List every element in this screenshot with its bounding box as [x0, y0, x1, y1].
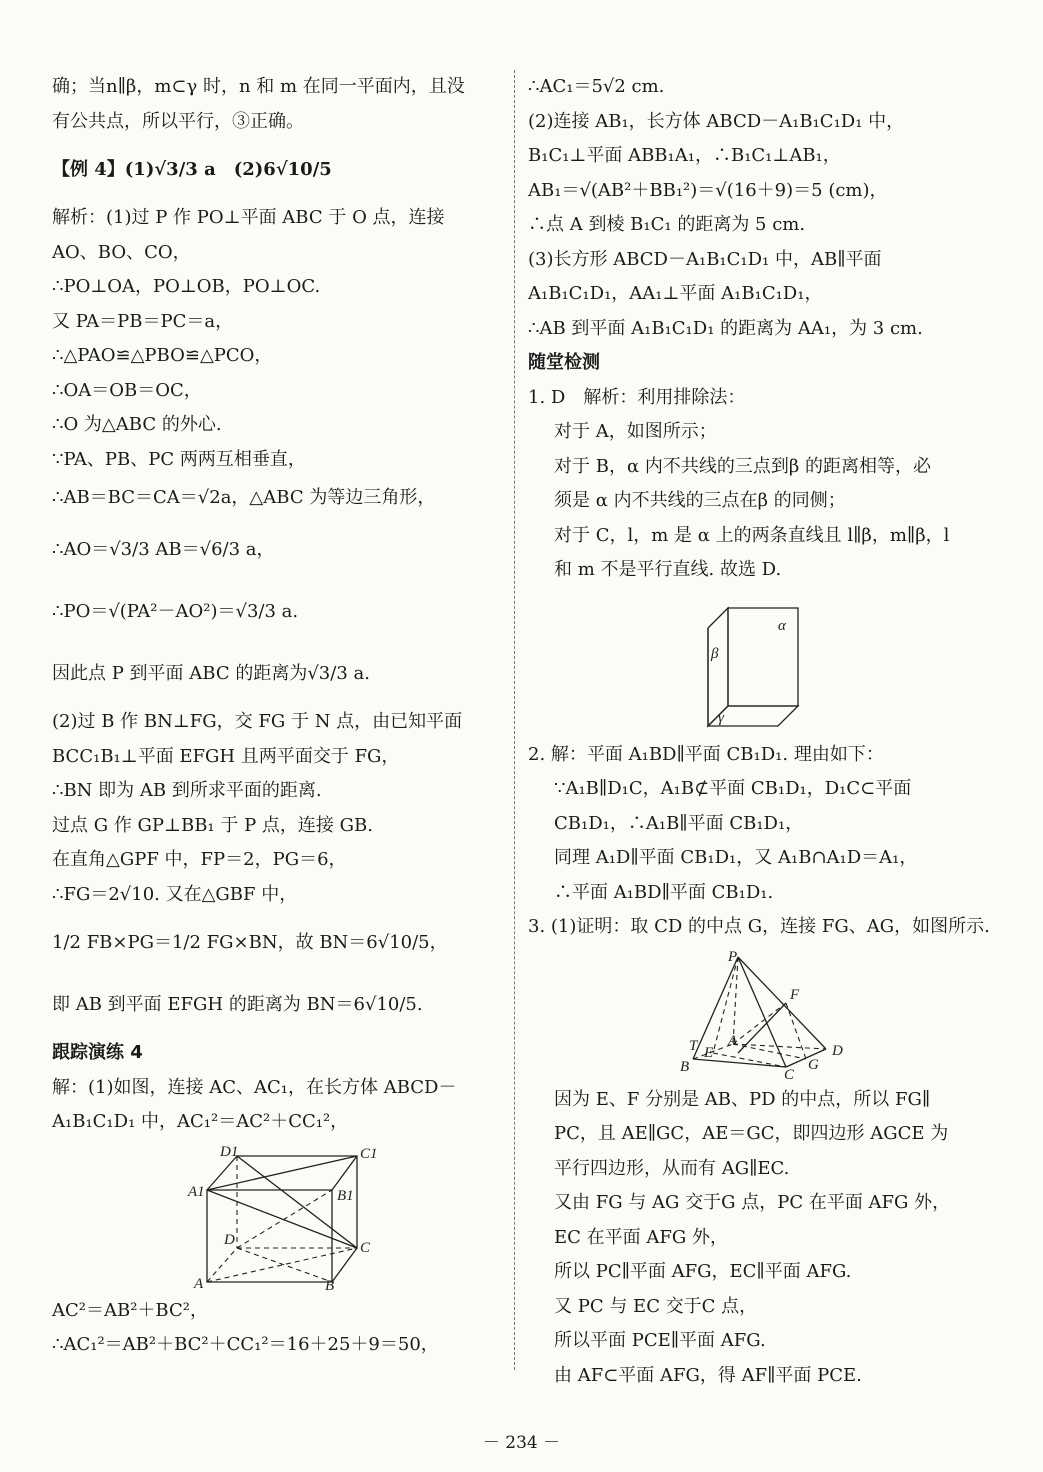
vertex-label: P — [728, 948, 738, 965]
section-heading: 随堂检测 — [528, 352, 600, 373]
analysis-line: 解析：(1)过 P 作 PO⊥平面 ABC 于 O 点，连接 — [52, 207, 445, 228]
right-column — [528, 70, 988, 1393]
vertex-label: D1 — [220, 1143, 239, 1160]
text-line: (3)长方形 ABCD－A₁B₁C₁D₁ 中，AB∥平面 — [528, 248, 882, 270]
text-line: 在直角△GPF 中，FP＝2，PG＝6， — [52, 849, 347, 870]
text-line: 2. 解：平面 A₁BD∥平面 CB₁D₁. 理由如下： — [528, 743, 884, 765]
text-line: ∴PO⊥OA，PO⊥OB，PO⊥OC. — [52, 276, 321, 297]
cuboid-diagram — [52, 1144, 497, 1290]
text-line: CB₁D₁，∴A₁B∥平面 CB₁D₁， — [554, 812, 804, 834]
text-line: 解：(1)如图，连接 AC、AC₁，在长方体 ABCD－ — [52, 1076, 457, 1098]
text-line: ∴点 A 到棱 B₁C₁ 的距离为 5 cm. — [528, 214, 806, 235]
text-line: PC，且 AE∥GC，AE＝GC，即四边形 AGCE 为 — [554, 1123, 949, 1144]
text-line: ∴FG＝2√10. 又在△GBF 中， — [52, 883, 298, 905]
text-line: ∴OA＝OB＝OC， — [52, 379, 202, 401]
text-line: 过点 G 作 GP⊥BB₁ 于 P 点，连接 GB. — [52, 814, 373, 836]
text-line: ∴BN 即为 AB 到所求平面的距离. — [52, 780, 322, 801]
text-line: 又 PA＝PB＝PC＝a， — [52, 310, 234, 332]
text-line: 和 m 不是平行直线. 故选 D. — [554, 559, 782, 580]
vertex-label: D — [224, 1231, 235, 1248]
text-line: AC²＝AB²＋BC²， — [52, 1299, 208, 1321]
vertex-label: C — [360, 1239, 371, 1256]
planes-diagram — [528, 592, 988, 734]
text-line: ∴AB 到平面 A₁B₁C₁D₁ 的距离为 AA₁，为 3 cm. — [528, 317, 923, 339]
text-line: BCC₁B₁⊥平面 EFGH 且两平面交于 FG， — [52, 745, 400, 767]
example-heading: 【例 4】(1)√3/3 a (2)6√10/5 — [52, 159, 332, 180]
text-line: ∴O 为△ABC 的外心. — [52, 414, 222, 435]
text-line: 须是 α 内不共线的三点在β 的同侧； — [554, 490, 846, 511]
vertex-label: F — [790, 986, 800, 1003]
text-line: 对于 A，如图所示； — [554, 421, 717, 442]
text-line: ∵A₁B∥D₁C，A₁B⊄平面 CB₁D₁，D₁C⊂平面 — [554, 778, 912, 799]
planes-figure — [528, 592, 988, 734]
vertex-label: A1 — [188, 1183, 205, 1200]
text-line: 3. (1)证明：取 CD 的中点 G，连接 FG、AG，如图所示. — [528, 916, 990, 937]
text-line: ∴平面 A₁BD∥平面 CB₁D₁. — [554, 881, 774, 903]
text-line: 1. D 解析：利用排除法： — [528, 386, 746, 408]
vertex-label: G — [808, 1056, 819, 1073]
text-line: 确；当n∥β，m⊂γ 时，n 和 m 在同一平面内，且没 — [52, 76, 465, 97]
text-line: 所以平面 PCE∥平面 AFG. — [554, 1330, 766, 1351]
text-line: ∴PO＝√(PA²－AO²)＝√3/3 a. — [52, 601, 299, 622]
text-line: 因为 E、F 分别是 AB、PD 的中点，所以 FG∥ — [554, 1088, 931, 1110]
vertex-label: B — [325, 1277, 335, 1290]
vertex-label: E — [704, 1044, 714, 1061]
text-line: ∴AC₁²＝AB²＋BC²＋CC₁²＝16＋25＋9＝50， — [52, 1334, 439, 1355]
text-line: ∵PA、PB、PC 两两互相垂直， — [52, 448, 306, 470]
text-line: 因此点 P 到平面 ABC 的距离为√3/3 a. — [52, 663, 370, 684]
text-line: 对于 B，α 内不共线的三点到β 的距离相等，必 — [554, 455, 931, 477]
text-line: AB₁＝√(AB²＋BB₁²)＝√(16＋9)＝5 (cm)， — [528, 179, 888, 201]
vertex-label: C1 — [360, 1145, 378, 1162]
vertex-label: B — [680, 1058, 690, 1075]
vertex-label: D — [832, 1042, 843, 1059]
text-line: 对于 C，l，m 是 α 上的两条直线且 l∥β，m∥β，l — [554, 524, 950, 546]
vertex-label: T — [689, 1037, 698, 1054]
text-line: ∴AB＝BC＝CA＝√2a，△ABC 为等边三角形， — [52, 487, 436, 508]
vertex-label: A — [194, 1275, 204, 1290]
vertex-label: B1 — [337, 1187, 354, 1204]
text-line: ∴△PAO≌△PBO≌△PCO， — [52, 345, 273, 366]
text-line: B₁C₁⊥平面 ABB₁A₁，∴B₁C₁⊥AB₁， — [528, 145, 841, 166]
pyramid-figure — [528, 949, 988, 1079]
plane-label: α — [778, 617, 786, 634]
text-line: 由 AF⊂平面 AFG，得 AF∥平面 PCE. — [554, 1364, 862, 1386]
plane-label: γ — [718, 709, 724, 726]
text-line: A₁B₁C₁D₁ 中，AC₁²＝AC²＋CC₁²， — [52, 1111, 349, 1132]
text-line: ∴AO＝√3/3 AB＝√6/3 a， — [52, 539, 275, 560]
text-line: ∴AC₁＝5√2 cm. — [528, 76, 665, 97]
text-line: 有公共点，所以平行，③正确。 — [52, 110, 304, 132]
vertex-label: C — [784, 1066, 795, 1079]
text-line: 所以 PC∥平面 AFG，EC∥平面 AFG. — [554, 1261, 852, 1282]
text-line: 又由 FG 与 AG 交于G 点，PC 在平面 AFG 外， — [554, 1192, 951, 1213]
section-heading: 跟踪演练 4 — [52, 1042, 143, 1063]
pyramid-diagram — [528, 949, 988, 1079]
text-line: A₁B₁C₁D₁，AA₁⊥平面 A₁B₁C₁D₁， — [528, 283, 823, 304]
page-number: － 234 － — [482, 1433, 561, 1453]
column-divider — [514, 70, 515, 1370]
text-line: EC 在平面 AFG 外， — [554, 1226, 728, 1248]
text-line: 即 AB 到平面 EFGH 的距离为 BN＝6√10/5. — [52, 994, 423, 1015]
left-column — [52, 70, 497, 1363]
plane-label: β — [711, 645, 719, 662]
text-line: AO、BO、CO， — [52, 241, 191, 263]
text-line: (2)过 B 作 BN⊥FG，交 FG 于 N 点，由已知平面 — [52, 711, 463, 732]
vertex-label: A — [728, 1032, 738, 1049]
text-line: (2)连接 AB₁，长方体 ABCD－A₁B₁C₁D₁ 中， — [528, 110, 905, 132]
text-line: 1/2 FB×PG＝1/2 FG×BN，故 BN＝6√10/5， — [52, 932, 448, 953]
text-line: 平行四边形，从而有 AG∥EC. — [554, 1157, 790, 1179]
text-line: 同理 A₁D∥平面 CB₁D₁，又 A₁B∩A₁D＝A₁， — [554, 847, 918, 868]
cuboid-figure — [52, 1144, 497, 1290]
text-line: 又 PC 与 EC 交于C 点， — [554, 1295, 758, 1317]
